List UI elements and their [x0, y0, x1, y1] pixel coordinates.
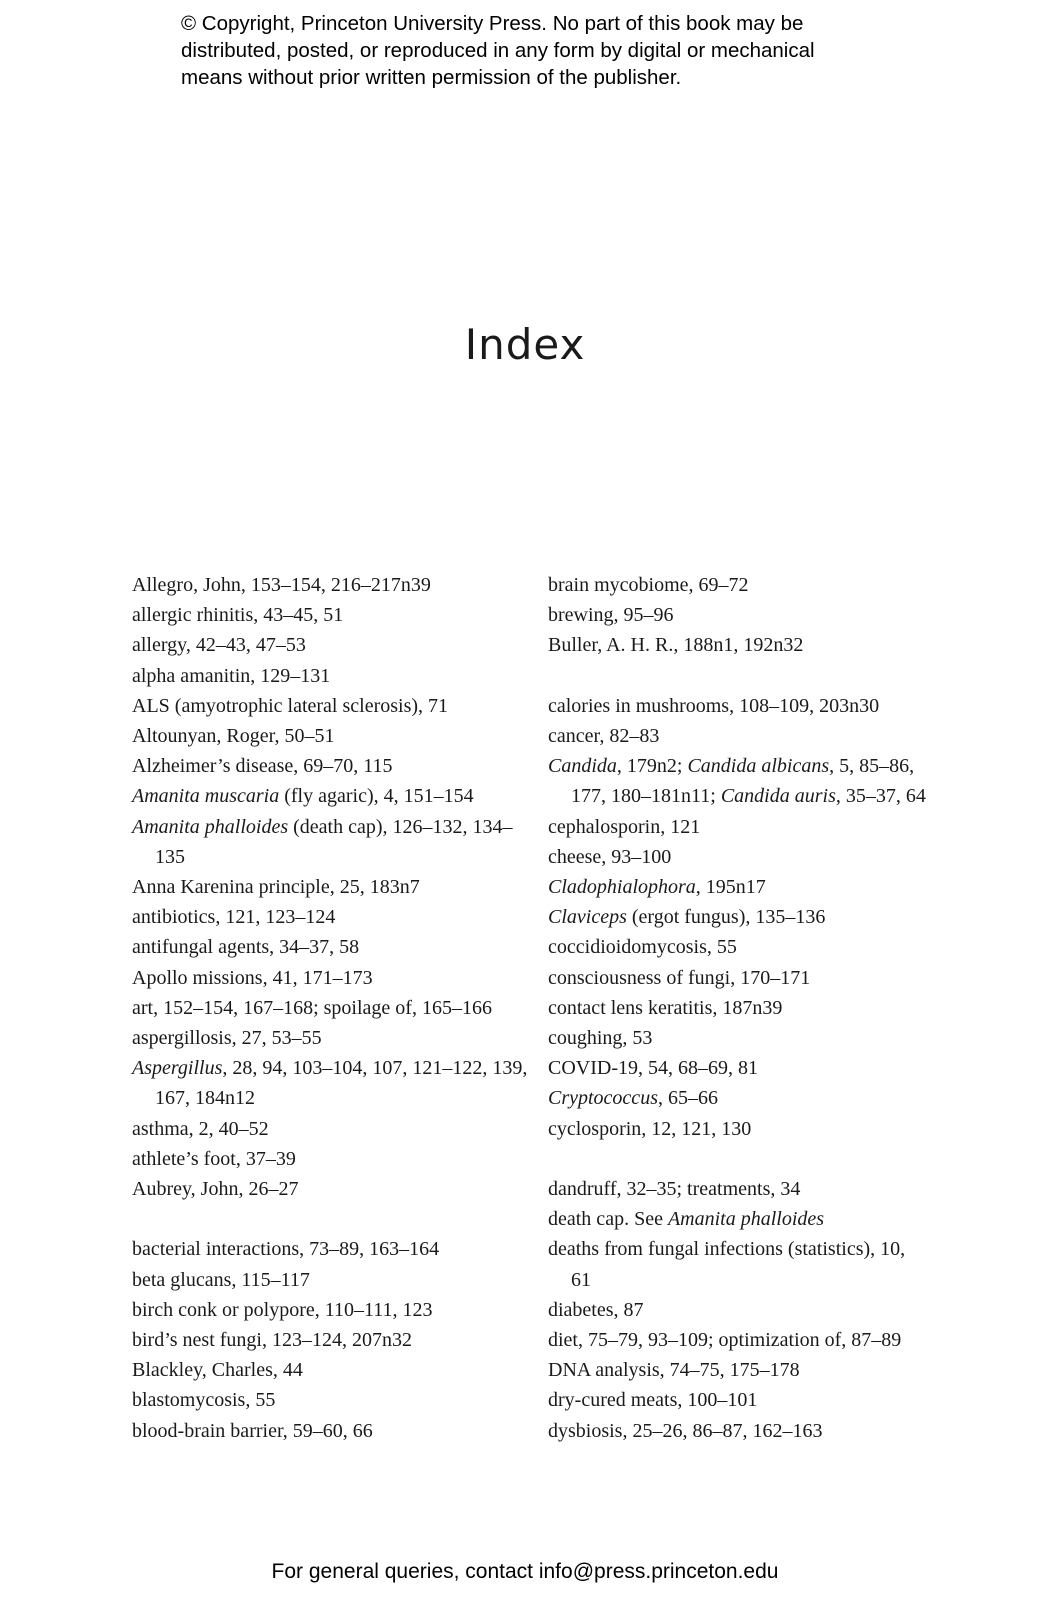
index-entry-text: brain mycobiome, 69–72 [548, 574, 749, 596]
index-entry-text: cheese, 93–100 [548, 845, 672, 868]
index-entry [548, 1355, 928, 1385]
index-entry [132, 963, 532, 993]
index-entry [132, 812, 532, 872]
index-entry [132, 570, 532, 600]
index-entry-text: , 35–37, 64 [835, 785, 926, 808]
index-entry [132, 932, 532, 962]
index-entry [132, 751, 532, 781]
index-entry [548, 570, 928, 600]
index-entry-text: bacterial interactions, 73–89, 163–164 [132, 1238, 440, 1261]
index-entry-text: , 65–66 [657, 1087, 718, 1110]
index-entry-text: allergy, 42–43, 47–53 [132, 634, 306, 657]
index-entry [548, 932, 928, 962]
index-entry-text: , 5, 85–86, 177, 180–181n11; [571, 755, 915, 808]
index-entry-text: calories in mushrooms, 108–109, 203n30 [548, 694, 880, 717]
index-entry-term-italic: Amanita muscaria [132, 785, 280, 808]
index-entry-term-italic: Claviceps [548, 906, 627, 929]
index-entry [548, 812, 928, 842]
index-entry-text: beta glucans, 115–117 [132, 1268, 310, 1291]
index-entry-term-italic: Candida [548, 755, 617, 778]
copyright-notice [181, 10, 901, 91]
footer-contact: For general queries, contact info@press.princeton.edu [271, 1560, 779, 1583]
index-entry [132, 630, 532, 660]
index-entry [132, 1023, 532, 1053]
index-entry-text: , 28, 94, 103–104, 107, 121–122, 139, 167, 184n12 [155, 1057, 528, 1110]
index-column-left [132, 570, 532, 1446]
index-entry-text: diabetes, 87 [548, 1298, 644, 1321]
index-entry [132, 600, 532, 630]
index-entry-text: Aubrey, John, 26–27 [132, 1178, 299, 1201]
index-entry-text: contact lens keratitis, 187n39 [548, 996, 783, 1019]
index-entry-text: blastomycosis, 55 [132, 1389, 276, 1412]
index-entry-term-italic: Candida auris [720, 785, 836, 808]
index-entry [548, 1053, 928, 1083]
index-entry [548, 1416, 928, 1446]
index-entry [548, 993, 928, 1023]
index-entry [132, 781, 532, 811]
index-entry-text: coughing, 53 [548, 1027, 653, 1050]
index-entry [548, 963, 928, 993]
index-entry [132, 1416, 532, 1446]
index-entry-text: Alzheimer’s disease, 69–70, 115 [132, 755, 393, 778]
index-entry-text: DNA analysis, 74–75, 175–178 [548, 1359, 800, 1382]
index-entry-text: death cap. See [548, 1208, 668, 1231]
index-entry-term-italic: Amanita phalloides [132, 815, 289, 838]
index-entry [548, 1234, 928, 1294]
index-entry [132, 691, 532, 721]
index-entry [132, 1295, 532, 1325]
index-entry-text: bird’s nest fungi, 123–124, 207n32 [132, 1329, 412, 1352]
index-entry [548, 1325, 928, 1355]
index-entry-term-italic: Candida albicans [687, 755, 830, 778]
index-entry-text: antifungal agents, 34–37, 58 [132, 936, 360, 959]
index-entry [548, 721, 928, 751]
index-entry-text: coccidioidomycosis, 55 [548, 936, 737, 959]
index-entry [132, 1053, 532, 1113]
index-entry-text: (ergot fungus), 135–136 [626, 906, 826, 929]
index-entry [132, 993, 532, 1023]
index-entry-text: athlete’s foot, 37–39 [132, 1147, 296, 1170]
index-entry-text: blood-brain barrier, 59–60, 66 [132, 1419, 373, 1442]
index-entry-text: art, 152–154, 167–168; spoilage of, 165–166 [132, 996, 492, 1019]
page-title: Index [464, 320, 586, 369]
index-entry-text: deaths from fungal infections (statistics), 10, 61 [548, 1238, 906, 1291]
copyright-line: distributed, posted, or reproduced in any form by digital or mechanical [181, 39, 815, 62]
index-entry [548, 842, 928, 872]
index-entry-text: Blackley, Charles, 44 [132, 1359, 303, 1382]
index-entry [548, 902, 928, 932]
index-entry [548, 630, 928, 660]
index-entry-text: , 179n2; [616, 755, 688, 778]
index-entry [132, 1234, 532, 1264]
index-entry-text: asthma, 2, 40–52 [132, 1117, 269, 1140]
index-entry [548, 1083, 928, 1113]
index-entry [132, 721, 532, 751]
letter-group-gap [548, 1144, 928, 1174]
index-entry [548, 691, 928, 721]
index-entry-text: consciousness of fungi, 170–171 [548, 966, 811, 989]
index-entry-text: , 195n17 [695, 876, 766, 899]
index-entry-text: brewing, 95–96 [548, 604, 674, 627]
index-entry [132, 1174, 532, 1204]
index-entry [548, 1204, 928, 1234]
index-entry-text: antibiotics, 121, 123–124 [132, 906, 336, 929]
index-entry-text: COVID-19, 54, 68–69, 81 [548, 1057, 758, 1080]
index-entry-text: dandruff, 32–35; treatments, 34 [548, 1178, 801, 1201]
index-entry-term-italic: Cladophialophora [548, 876, 696, 899]
index-entry [132, 661, 532, 691]
index-entry [132, 1114, 532, 1144]
index-entry [548, 751, 928, 811]
index-entry-text: cyclosporin, 12, 121, 130 [548, 1117, 752, 1140]
index-entry-text: cancer, 82–83 [548, 725, 660, 747]
index-entry-text: diet, 75–79, 93–109; optimization of, 87–89 [548, 1329, 902, 1352]
index-entry [548, 1174, 928, 1204]
index-entry-text: ALS (amyotrophic lateral sclerosis), 71 [132, 694, 449, 717]
index-entry [548, 600, 928, 630]
index-entry-text: dysbiosis, 25–26, 86–87, 162–163 [548, 1419, 823, 1442]
index-entry-text: Altounyan, Roger, 50–51 [132, 725, 335, 748]
index-entry-text: Buller, A. H. R., 188n1, 192n32 [548, 634, 804, 657]
index-entry [132, 1265, 532, 1295]
copyright-line: means without prior written permission of the publisher. [181, 66, 682, 89]
index-column-right [548, 570, 928, 1446]
index-entry [132, 1144, 532, 1174]
index-entry [132, 1385, 532, 1415]
index-entry-term-italic: Amanita phalloides [667, 1208, 825, 1231]
index-entry [132, 1325, 532, 1355]
index-entry-text: cephalosporin, 121 [548, 815, 701, 838]
index-entry [548, 1114, 928, 1144]
index-entry-text: Apollo missions, 41, 171–173 [132, 966, 373, 989]
index-entry-term-italic: Cryptococcus [548, 1087, 658, 1110]
index-entry-term-italic: Aspergillus [132, 1057, 223, 1080]
copyright-line: © Copyright, Princeton University Press. No part of this book may be [181, 12, 804, 35]
index-entry-text: (death cap), 126–132, 134–135 [155, 815, 513, 868]
index-entry-text: allergic rhinitis, 43–45, 51 [132, 604, 344, 627]
index-entry-text: Anna Karenina principle, 25, 183n7 [132, 876, 420, 899]
index-entry [548, 1295, 928, 1325]
letter-group-gap [548, 661, 928, 691]
index-entry-text: alpha amanitin, 129–131 [132, 664, 331, 687]
index-entry-text: Allegro, John, 153–154, 216–217n39 [132, 574, 431, 596]
index-entry [132, 1355, 532, 1385]
index-entry-text: aspergillosis, 27, 53–55 [132, 1027, 322, 1050]
index-entry [548, 872, 928, 902]
index-entry [132, 872, 532, 902]
index-entry-text: birch conk or polypore, 110–111, 123 [132, 1298, 433, 1321]
index-entry [548, 1385, 928, 1415]
index-entry-text: (fly agaric), 4, 151–154 [279, 785, 474, 808]
index-entry [132, 902, 532, 932]
index-entry [548, 1023, 928, 1053]
letter-group-gap [132, 1204, 532, 1234]
index-entry-text: dry-cured meats, 100–101 [548, 1389, 758, 1412]
